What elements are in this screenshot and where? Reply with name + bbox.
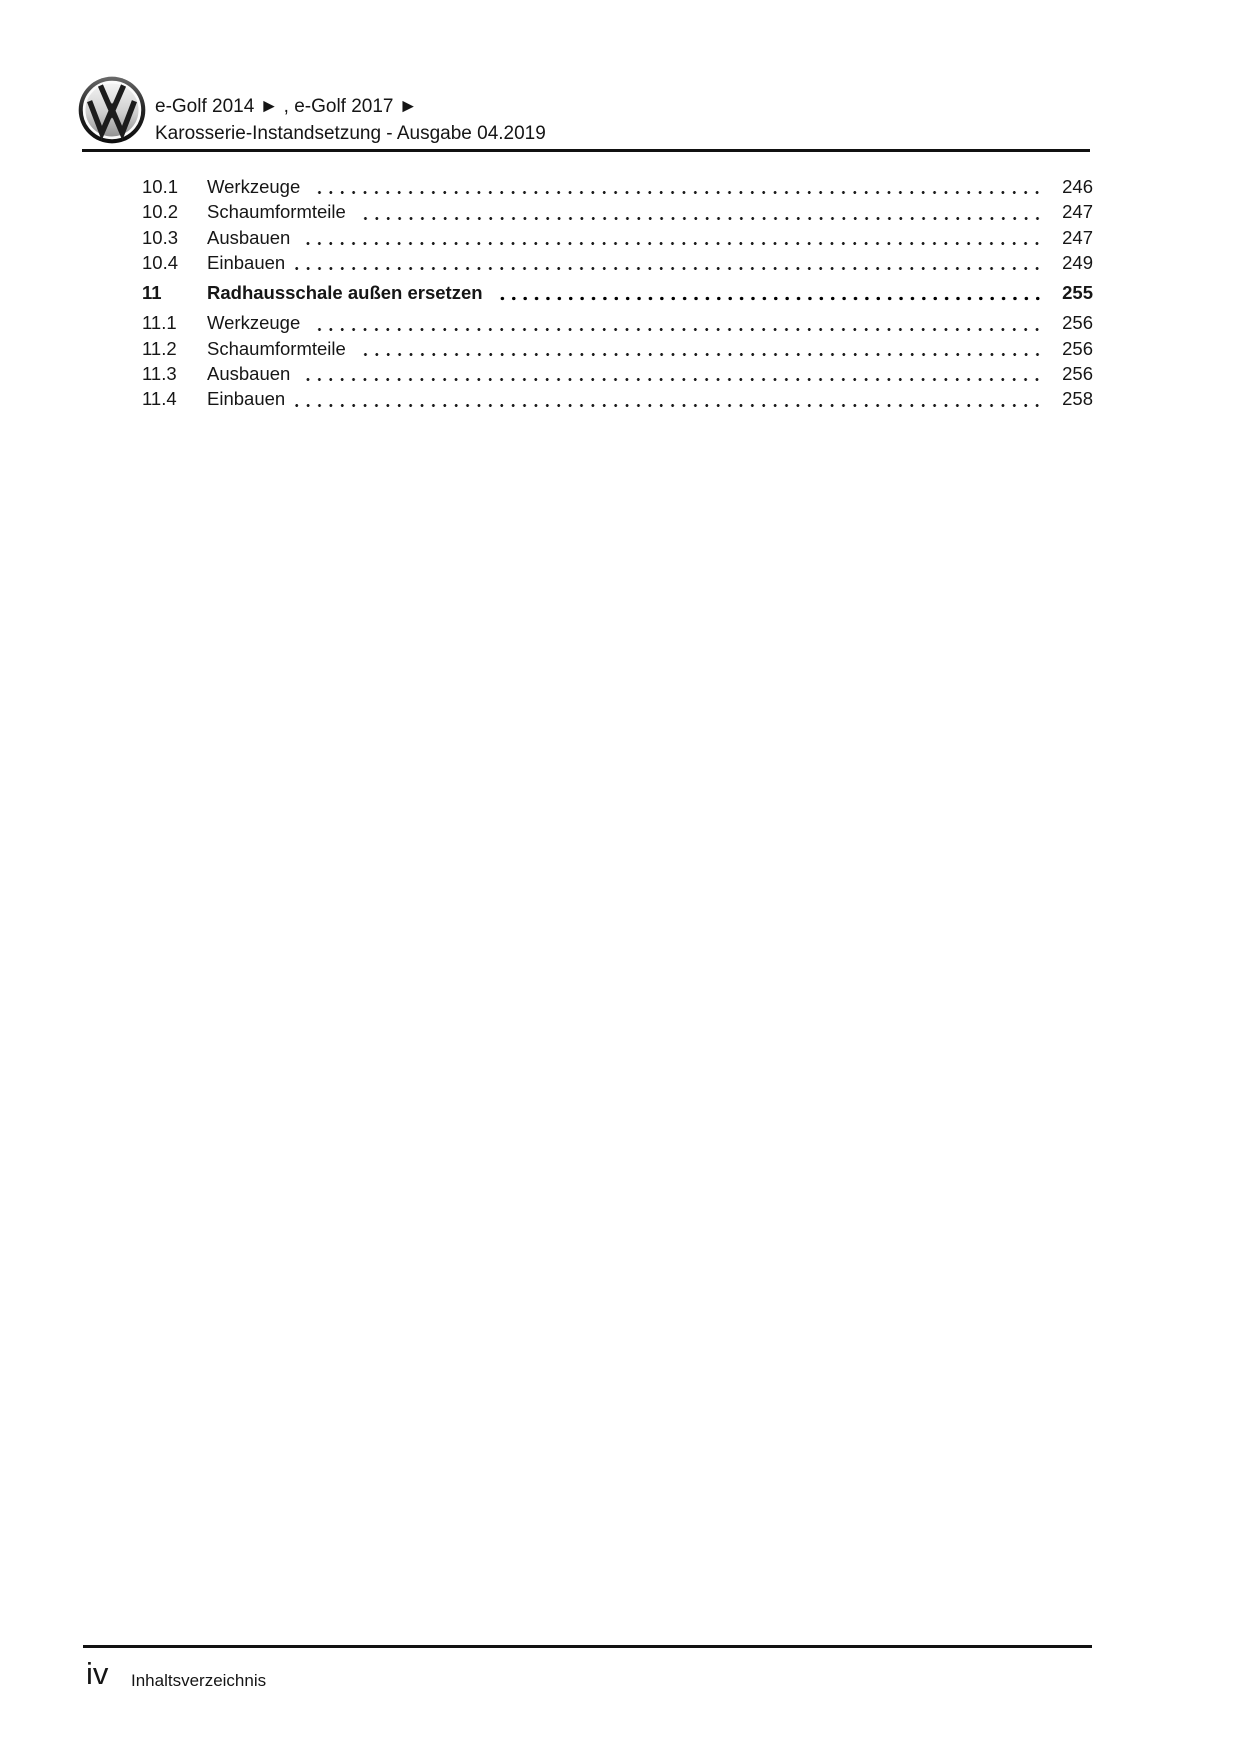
- toc-page-number: 249: [1062, 251, 1093, 273]
- header-model-line: e-Golf 2014 ► , e-Golf 2017 ►: [155, 96, 418, 117]
- toc-section-title: Ausbauen: [207, 363, 291, 385]
- toc-page-number: 255: [1062, 282, 1093, 304]
- dot-leader: [295, 252, 1045, 277]
- toc-section-title: Schaumformteile: [207, 201, 346, 223]
- toc-row: [142, 338, 1093, 363]
- vw-logo-icon: [77, 76, 147, 144]
- toc-section-title: Einbauen: [207, 388, 286, 410]
- toc-page-number: 246: [1062, 176, 1093, 197]
- toc-section-number: 10.4: [142, 251, 179, 273]
- toc-row: [142, 201, 1093, 226]
- dot-leader: [310, 176, 1045, 201]
- table-of-contents: [142, 176, 1093, 414]
- toc-section-number: 11.1: [142, 312, 177, 334]
- document-header: [155, 93, 546, 147]
- toc-section-number: 10.2: [142, 201, 179, 223]
- toc-row: [142, 176, 1093, 201]
- toc-section-number: 11.3: [142, 363, 177, 385]
- footer-page-label: iv: [86, 1656, 109, 1691]
- toc-page-number: 256: [1062, 337, 1093, 359]
- toc-page-number: 258: [1062, 388, 1093, 410]
- dot-leader: [493, 282, 1045, 307]
- toc-page-number: 247: [1062, 226, 1093, 248]
- toc-section-title: Werkzeuge: [207, 312, 301, 334]
- dot-leader: [295, 388, 1045, 413]
- toc-row: [142, 227, 1093, 252]
- toc-section-number: 11.2: [142, 337, 177, 359]
- toc-row-chapter: [142, 282, 1093, 307]
- header-title-line: Karosserie-Instandsetzung - Ausgabe 04.2019: [155, 123, 546, 144]
- toc-section-title: Ausbauen: [207, 226, 291, 248]
- toc-section-title: Schaumformteile: [207, 337, 346, 359]
- toc-section-number: 10.1: [142, 176, 179, 197]
- toc-page-number: 256: [1062, 312, 1093, 334]
- toc-page-number: 247: [1062, 201, 1093, 223]
- toc-section-title: Einbauen: [207, 251, 286, 273]
- toc-page-number: 256: [1062, 363, 1093, 385]
- dot-leader: [356, 338, 1045, 363]
- footer-divider: [83, 1645, 1092, 1648]
- dot-leader: [300, 227, 1045, 252]
- toc-row: [142, 363, 1093, 388]
- header-divider: [82, 149, 1090, 152]
- toc-section-number: 10.3: [142, 226, 179, 248]
- dot-leader: [310, 312, 1045, 337]
- toc-row: [142, 312, 1093, 337]
- dot-leader: [356, 201, 1045, 226]
- footer-section-label: Inhaltsverzeichnis: [131, 1671, 267, 1690]
- toc-section-number: 11.4: [142, 388, 177, 410]
- toc-row: [142, 388, 1093, 413]
- toc-section-number: 11: [142, 282, 162, 304]
- toc-row: [142, 252, 1093, 277]
- toc-section-title: Radhausschale außen ersetzen: [207, 282, 483, 304]
- dot-leader: [300, 363, 1045, 388]
- toc-section-title: Werkzeuge: [207, 176, 301, 197]
